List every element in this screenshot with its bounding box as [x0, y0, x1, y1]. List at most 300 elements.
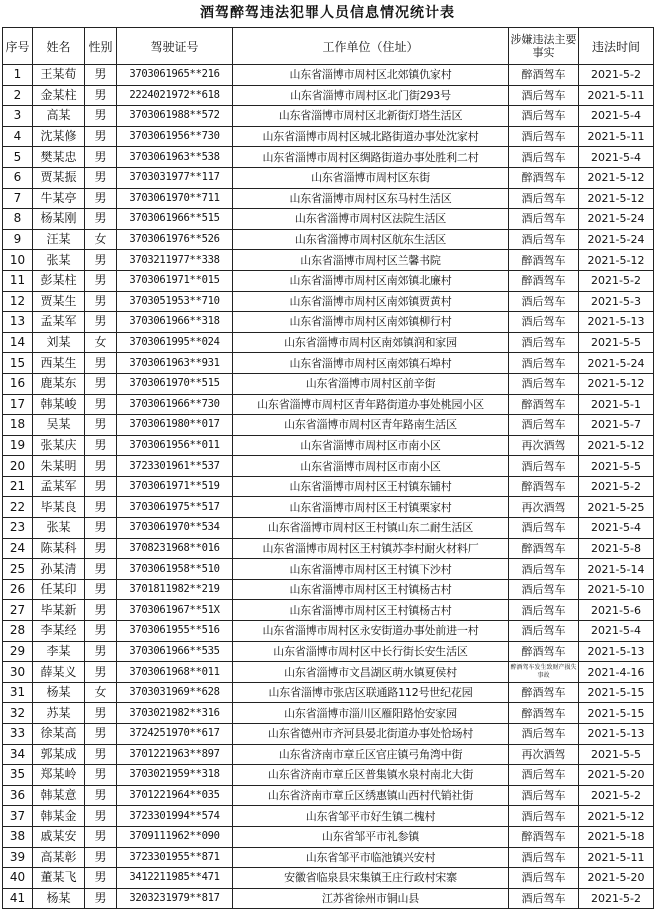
header-name: 姓名: [33, 28, 85, 65]
table-row: [3, 826, 654, 847]
cell-gender: 男: [85, 888, 117, 909]
cell-date: 2021-5-2: [579, 65, 654, 86]
cell-license: 3703061966**730: [117, 394, 233, 415]
cell-seq: 40: [3, 868, 33, 889]
cell-date: 2021-5-4: [579, 518, 654, 539]
cell-fact: 酒后驾车: [509, 456, 579, 477]
cell-seq: 23: [3, 518, 33, 539]
header-seq: 序号: [3, 28, 33, 65]
cell-license: 3203231979**817: [117, 888, 233, 909]
cell-date: 2021-5-11: [579, 847, 654, 868]
cell-license: 3703031969**628: [117, 682, 233, 703]
table-row: [3, 806, 654, 827]
cell-license: 3703021959**318: [117, 765, 233, 786]
cell-license: 3703061970**711: [117, 188, 233, 209]
cell-date: 2021-5-1: [579, 394, 654, 415]
table-row: [3, 373, 654, 394]
cell-fact: 醉酒驾车: [509, 270, 579, 291]
cell-unit: 山东省德州市齐河县晏北街道办事处恰场村: [233, 724, 509, 745]
table-row: [3, 785, 654, 806]
cell-fact: 再次酒驾: [509, 744, 579, 765]
cell-gender: 男: [85, 621, 117, 642]
cell-date: 2021-5-4: [579, 147, 654, 168]
cell-seq: 3: [3, 106, 33, 127]
cell-gender: 男: [85, 250, 117, 271]
table-row: [3, 209, 654, 230]
cell-gender: 男: [85, 600, 117, 621]
table-row: [3, 167, 654, 188]
cell-license: 3703061966**318: [117, 312, 233, 333]
cell-date: 2021-5-12: [579, 373, 654, 394]
cell-fact: 酒后驾车: [509, 785, 579, 806]
cell-seq: 30: [3, 662, 33, 683]
cell-name: 郭某成: [33, 744, 85, 765]
cell-unit: 山东省淄博市周村区兰馨书院: [233, 250, 509, 271]
cell-gender: 男: [85, 291, 117, 312]
cell-name: 樊某忠: [33, 147, 85, 168]
cell-fact: 酒后驾车: [509, 85, 579, 106]
cell-name: 陈某科: [33, 538, 85, 559]
cell-date: 2021-5-13: [579, 312, 654, 333]
cell-unit: 山东省淄博市周村区北新街灯塔生活区: [233, 106, 509, 127]
cell-name: 李某经: [33, 621, 85, 642]
cell-license: 2224021972**618: [117, 85, 233, 106]
cell-seq: 41: [3, 888, 33, 909]
cell-seq: 13: [3, 312, 33, 333]
cell-gender: 男: [85, 559, 117, 580]
cell-license: 3703061970**515: [117, 373, 233, 394]
cell-date: 2021-5-7: [579, 415, 654, 436]
cell-license: 3703061966**535: [117, 641, 233, 662]
table-row: [3, 394, 654, 415]
cell-date: 2021-5-2: [579, 785, 654, 806]
cell-unit: 山东省淄博市周村区王村镇山东二耐生活区: [233, 518, 509, 539]
cell-seq: 33: [3, 724, 33, 745]
cell-license: 3723301961**537: [117, 456, 233, 477]
cell-unit: 山东省淄博市文昌湖区萌水镇夏侯村: [233, 662, 509, 683]
cell-seq: 32: [3, 703, 33, 724]
cell-fact: 酒后驾车: [509, 847, 579, 868]
cell-fact: 酒后驾车: [509, 415, 579, 436]
cell-name: 贾某生: [33, 291, 85, 312]
cell-name: 高某彰: [33, 847, 85, 868]
cell-date: 2021-5-2: [579, 888, 654, 909]
cell-date: 2021-5-12: [579, 250, 654, 271]
table-row: [3, 765, 654, 786]
table-row: [3, 415, 654, 436]
table-row: [3, 65, 654, 86]
table-row: [3, 682, 654, 703]
cell-fact: 醉酒驾车: [509, 476, 579, 497]
cell-date: 2021-5-5: [579, 744, 654, 765]
cell-license: 3709111962**090: [117, 826, 233, 847]
cell-gender: 男: [85, 476, 117, 497]
cell-unit: 山东省淄博市周村区王村镇杨古村: [233, 579, 509, 600]
cell-name: 孟某军: [33, 476, 85, 497]
cell-gender: 男: [85, 373, 117, 394]
cell-unit: 山东省淄博市周村区城北路街道办事处沈家村: [233, 126, 509, 147]
cell-seq: 19: [3, 435, 33, 456]
cell-date: 2021-5-24: [579, 353, 654, 374]
cell-name: 杨某: [33, 888, 85, 909]
cell-fact: 酒后驾车: [509, 147, 579, 168]
cell-name: 王某荀: [33, 65, 85, 86]
cell-unit: 山东省淄博市周村区永安街道办事处前进一村: [233, 621, 509, 642]
cell-name: 刘某: [33, 332, 85, 353]
cell-fact: 酒后驾车: [509, 126, 579, 147]
cell-fact: 醉酒驾车: [509, 826, 579, 847]
cell-date: 2021-5-15: [579, 682, 654, 703]
cell-unit: 山东省淄博市周村区南郊镇柳行村: [233, 312, 509, 333]
cell-name: 汪某: [33, 229, 85, 250]
cell-name: 孙某清: [33, 559, 85, 580]
cell-unit: 山东省淄博市周村区市南小区: [233, 456, 509, 477]
cell-fact: 再次酒驾: [509, 497, 579, 518]
cell-date: 2021-5-12: [579, 806, 654, 827]
cell-date: 2021-5-12: [579, 167, 654, 188]
cell-unit: 山东省淄博市周村区绸路街道办事处胜利二村: [233, 147, 509, 168]
offender-table: [2, 27, 654, 909]
cell-seq: 22: [3, 497, 33, 518]
cell-license: 3703061967**51X: [117, 600, 233, 621]
cell-name: 薛某义: [33, 662, 85, 683]
cell-license: 3703061968**011: [117, 662, 233, 683]
cell-gender: 男: [85, 147, 117, 168]
cell-license: 3703061988**572: [117, 106, 233, 127]
cell-name: 徐某高: [33, 724, 85, 745]
cell-unit: 山东省淄博市周村区王村镇苏李村耐火材料厂: [233, 538, 509, 559]
table-row: [3, 579, 654, 600]
cell-unit: 山东省淄博市周村区王村镇下沙村: [233, 559, 509, 580]
table-row: [3, 600, 654, 621]
cell-date: 2021-5-8: [579, 538, 654, 559]
cell-fact: 醉酒驾车: [509, 167, 579, 188]
header-row: [3, 28, 654, 65]
cell-gender: 男: [85, 538, 117, 559]
cell-name: 杨某刚: [33, 209, 85, 230]
table-row: [3, 353, 654, 374]
cell-unit: 山东省淄博市周村区南郊镇石埠村: [233, 353, 509, 374]
cell-gender: 女: [85, 229, 117, 250]
cell-fact: 酒后驾车: [509, 806, 579, 827]
cell-name: 孟某军: [33, 312, 85, 333]
cell-date: 2021-5-25: [579, 497, 654, 518]
table-row: [3, 538, 654, 559]
cell-license: 3701221963**897: [117, 744, 233, 765]
cell-name: 鹿某东: [33, 373, 85, 394]
cell-license: 3703061971**015: [117, 270, 233, 291]
cell-unit: 山东省淄博市周村区青年路南生活区: [233, 415, 509, 436]
cell-seq: 10: [3, 250, 33, 271]
cell-fact: 醉酒驾车: [509, 250, 579, 271]
cell-gender: 男: [85, 126, 117, 147]
cell-seq: 8: [3, 209, 33, 230]
cell-seq: 26: [3, 579, 33, 600]
table-row: [3, 85, 654, 106]
table-row: [3, 888, 654, 909]
cell-gender: 男: [85, 394, 117, 415]
cell-gender: 男: [85, 868, 117, 889]
cell-fact: 醉酒驾车: [509, 641, 579, 662]
cell-seq: 18: [3, 415, 33, 436]
cell-seq: 4: [3, 126, 33, 147]
cell-seq: 39: [3, 847, 33, 868]
cell-date: 2021-5-12: [579, 435, 654, 456]
cell-unit: 山东省淄博市张店区联通路112号世纪花园: [233, 682, 509, 703]
cell-gender: 男: [85, 270, 117, 291]
cell-seq: 29: [3, 641, 33, 662]
header-unit: 工作单位（住址）: [233, 28, 509, 65]
cell-fact: 醉酒驾车发生致财产损失事故: [509, 662, 579, 683]
cell-seq: 9: [3, 229, 33, 250]
cell-name: 韩某意: [33, 785, 85, 806]
cell-fact: 酒后驾车: [509, 312, 579, 333]
table-row: [3, 847, 654, 868]
cell-license: 3724251970**617: [117, 724, 233, 745]
cell-unit: 山东省淄博市周村区北郊镇仇家村: [233, 65, 509, 86]
cell-seq: 36: [3, 785, 33, 806]
cell-gender: 男: [85, 188, 117, 209]
cell-license: 3703021982**316: [117, 703, 233, 724]
cell-unit: 山东省淄博市周村区王村镇栗家村: [233, 497, 509, 518]
cell-license: 3703061963**931: [117, 353, 233, 374]
cell-date: 2021-5-14: [579, 559, 654, 580]
cell-fact: 酒后驾车: [509, 353, 579, 374]
cell-name: 任某印: [33, 579, 85, 600]
cell-unit: 山东省淄博市周村区南郊镇北廉村: [233, 270, 509, 291]
cell-gender: 男: [85, 497, 117, 518]
header-date: 违法时间: [579, 28, 654, 65]
cell-fact: 酒后驾车: [509, 229, 579, 250]
cell-license: 3703051953**710: [117, 291, 233, 312]
cell-name: 张某: [33, 518, 85, 539]
table-row: [3, 126, 654, 147]
cell-fact: 醉酒驾车: [509, 65, 579, 86]
cell-seq: 27: [3, 600, 33, 621]
cell-name: 西某生: [33, 353, 85, 374]
cell-seq: 2: [3, 85, 33, 106]
table-row: [3, 559, 654, 580]
cell-license: 3703211977**338: [117, 250, 233, 271]
cell-license: 3703061970**534: [117, 518, 233, 539]
cell-license: 3412211985**471: [117, 868, 233, 889]
table-row: [3, 312, 654, 333]
cell-fact: 酒后驾车: [509, 579, 579, 600]
table-row: [3, 744, 654, 765]
header-gender: 性别: [85, 28, 117, 65]
cell-name: 戚某安: [33, 826, 85, 847]
table-row: [3, 147, 654, 168]
cell-unit: 山东省邹平市礼参镇: [233, 826, 509, 847]
cell-gender: 男: [85, 744, 117, 765]
cell-unit: 山东省淄博市周村区北门街293号: [233, 85, 509, 106]
cell-unit: 山东省淄博市周村区王村镇东铺村: [233, 476, 509, 497]
cell-gender: 男: [85, 209, 117, 230]
cell-gender: 男: [85, 353, 117, 374]
cell-license: 3703061956**730: [117, 126, 233, 147]
table-row: [3, 456, 654, 477]
cell-unit: 山东省济南市章丘区官庄镇弓角湾中街: [233, 744, 509, 765]
cell-unit: 山东省邹平市临池镇兴安村: [233, 847, 509, 868]
table-title: 酒驾醉驾违法犯罪人员信息情况统计表: [200, 5, 455, 21]
cell-gender: 男: [85, 703, 117, 724]
cell-name: 毕某新: [33, 600, 85, 621]
cell-license: 3703061995**024: [117, 332, 233, 353]
cell-seq: 28: [3, 621, 33, 642]
table-row: [3, 641, 654, 662]
cell-name: 韩某金: [33, 806, 85, 827]
cell-seq: 11: [3, 270, 33, 291]
cell-seq: 37: [3, 806, 33, 827]
cell-unit: 山东省淄博市周村区南郊镇贾黄村: [233, 291, 509, 312]
cell-seq: 17: [3, 394, 33, 415]
table-row: [3, 270, 654, 291]
cell-seq: 24: [3, 538, 33, 559]
header-license: 驾驶证号: [117, 28, 233, 65]
cell-name: 沈某修: [33, 126, 85, 147]
cell-date: 2021-5-15: [579, 703, 654, 724]
cell-date: 2021-5-11: [579, 126, 654, 147]
table-row: [3, 621, 654, 642]
cell-gender: 男: [85, 65, 117, 86]
cell-fact: 酒后驾车: [509, 291, 579, 312]
cell-license: 3703061976**526: [117, 229, 233, 250]
cell-gender: 男: [85, 435, 117, 456]
cell-date: 2021-5-24: [579, 229, 654, 250]
table-row: [3, 724, 654, 745]
cell-license: 3703061965**216: [117, 65, 233, 86]
cell-gender: 男: [85, 415, 117, 436]
cell-gender: 男: [85, 312, 117, 333]
cell-name: 苏某: [33, 703, 85, 724]
cell-gender: 男: [85, 456, 117, 477]
cell-unit: 山东省淄博市周村区南郊镇润和家园: [233, 332, 509, 353]
cell-name: 朱某明: [33, 456, 85, 477]
cell-unit: 山东省淄博市淄川区雁阳路怡安家园: [233, 703, 509, 724]
cell-fact: 酒后驾车: [509, 106, 579, 127]
cell-seq: 6: [3, 167, 33, 188]
cell-gender: 男: [85, 662, 117, 683]
table-row: [3, 662, 654, 683]
cell-gender: 女: [85, 682, 117, 703]
cell-gender: 男: [85, 167, 117, 188]
cell-fact: 酒后驾车: [509, 888, 579, 909]
cell-license: 3703031977**117: [117, 167, 233, 188]
cell-seq: 7: [3, 188, 33, 209]
cell-seq: 16: [3, 373, 33, 394]
cell-fact: 酒后驾车: [509, 765, 579, 786]
cell-license: 3701221964**035: [117, 785, 233, 806]
cell-fact: 酒后驾车: [509, 373, 579, 394]
cell-fact: 酒后驾车: [509, 868, 579, 889]
cell-gender: 男: [85, 765, 117, 786]
cell-seq: 31: [3, 682, 33, 703]
cell-license: 3703061975**517: [117, 497, 233, 518]
cell-name: 彭某柱: [33, 270, 85, 291]
cell-license: 3703061958**510: [117, 559, 233, 580]
cell-license: 3708231968**016: [117, 538, 233, 559]
table-row: [3, 291, 654, 312]
cell-date: 2021-5-24: [579, 209, 654, 230]
cell-fact: 酒后驾车: [509, 621, 579, 642]
cell-name: 金某柱: [33, 85, 85, 106]
cell-gender: 男: [85, 106, 117, 127]
cell-gender: 男: [85, 518, 117, 539]
cell-gender: 男: [85, 85, 117, 106]
cell-seq: 38: [3, 826, 33, 847]
cell-name: 李某: [33, 641, 85, 662]
cell-gender: 男: [85, 579, 117, 600]
cell-fact: 再次酒驾: [509, 435, 579, 456]
table-row: [3, 868, 654, 889]
cell-date: 2021-5-4: [579, 106, 654, 127]
table-row: [3, 703, 654, 724]
cell-fact: 醉酒驾车: [509, 703, 579, 724]
cell-unit: 山东省邹平市好生镇二槐村: [233, 806, 509, 827]
table-row: [3, 497, 654, 518]
cell-fact: 醉酒驾车: [509, 538, 579, 559]
cell-unit: 山东省淄博市周村区青年路街道办事处桃园小区: [233, 394, 509, 415]
cell-date: 2021-5-12: [579, 188, 654, 209]
cell-date: 2021-5-20: [579, 868, 654, 889]
cell-unit: 山东省淄博市周村区中长行街长安生活区: [233, 641, 509, 662]
cell-gender: 男: [85, 641, 117, 662]
cell-license: 3723301994**574: [117, 806, 233, 827]
cell-date: 2021-5-4: [579, 621, 654, 642]
cell-date: 2021-5-11: [579, 85, 654, 106]
table-row: [3, 188, 654, 209]
cell-license: 3703061966**515: [117, 209, 233, 230]
cell-name: 高某: [33, 106, 85, 127]
cell-unit: 山东省济南市章丘区普集镇水泉村南北大街: [233, 765, 509, 786]
table-row: [3, 250, 654, 271]
cell-name: 张某: [33, 250, 85, 271]
cell-seq: 14: [3, 332, 33, 353]
cell-gender: 男: [85, 847, 117, 868]
cell-license: 3701811982**219: [117, 579, 233, 600]
cell-license: 3703061980**017: [117, 415, 233, 436]
cell-fact: 酒后驾车: [509, 724, 579, 745]
cell-date: 2021-5-13: [579, 724, 654, 745]
cell-date: 2021-5-18: [579, 826, 654, 847]
cell-seq: 5: [3, 147, 33, 168]
cell-gender: 男: [85, 785, 117, 806]
cell-name: 杨某: [33, 682, 85, 703]
cell-date: 2021-5-5: [579, 456, 654, 477]
cell-seq: 34: [3, 744, 33, 765]
cell-fact: 酒后驾车: [509, 332, 579, 353]
table-row: [3, 435, 654, 456]
cell-unit: 山东省淄博市周村区航东生活区: [233, 229, 509, 250]
cell-seq: 21: [3, 476, 33, 497]
cell-date: 2021-5-13: [579, 641, 654, 662]
cell-gender: 男: [85, 826, 117, 847]
cell-seq: 1: [3, 65, 33, 86]
cell-date: 2021-5-2: [579, 270, 654, 291]
cell-gender: 男: [85, 724, 117, 745]
cell-name: 毕某良: [33, 497, 85, 518]
cell-fact: 酒后驾车: [509, 600, 579, 621]
cell-seq: 15: [3, 353, 33, 374]
cell-date: 2021-5-6: [579, 600, 654, 621]
cell-gender: 男: [85, 806, 117, 827]
cell-seq: 20: [3, 456, 33, 477]
cell-date: 2021-5-3: [579, 291, 654, 312]
cell-license: 3703061955**516: [117, 621, 233, 642]
table-row: [3, 332, 654, 353]
cell-unit: 山东省淄博市周村区东马村生活区: [233, 188, 509, 209]
table-row: [3, 476, 654, 497]
